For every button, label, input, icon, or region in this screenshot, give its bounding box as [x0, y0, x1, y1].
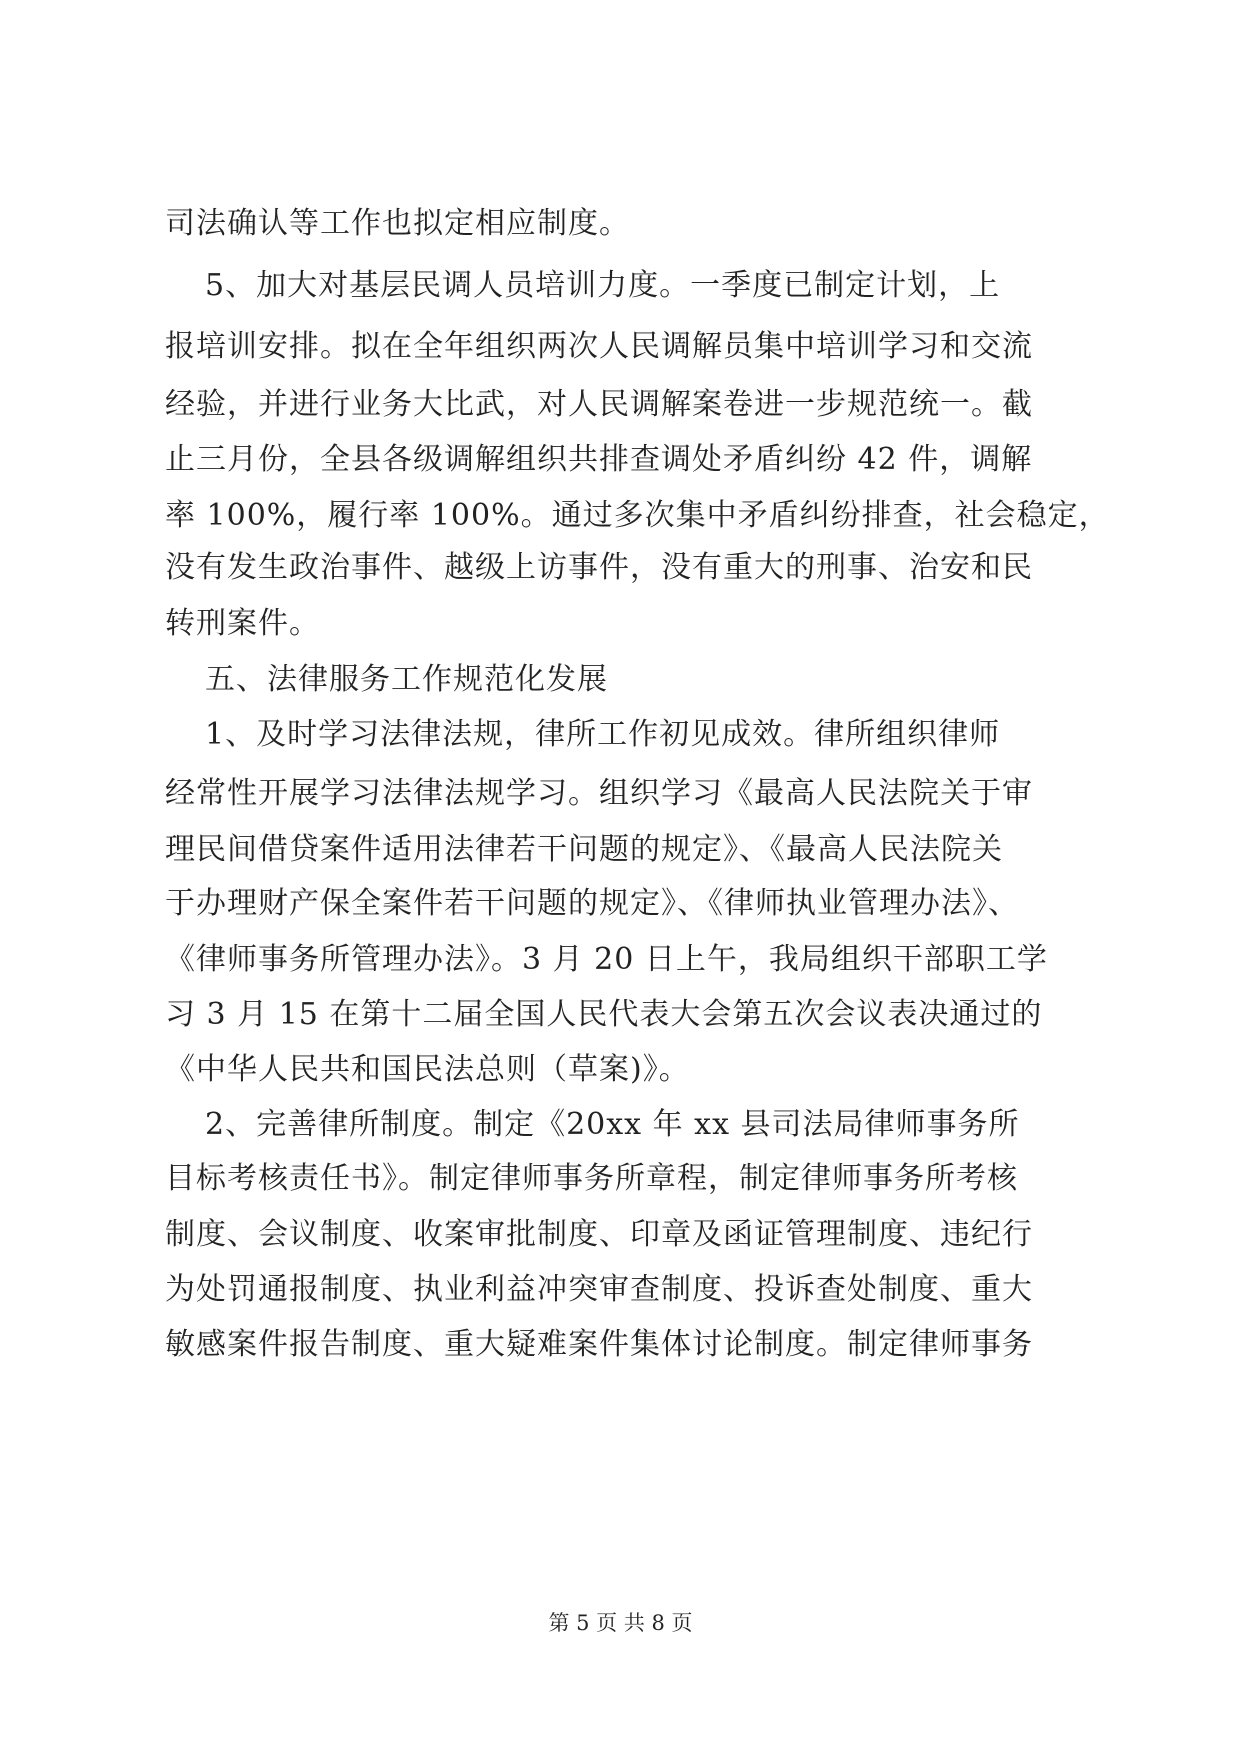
text-line: 于办理财产保全案件若干问题的规定》、《律师执业管理办法》、 [165, 886, 1019, 921]
text-line: 《律师事务所管理办法》。3 月 20 日上午，我局组织干部职工学 [165, 942, 1048, 977]
text-line: 目标考核责任书》。制定律师事务所章程，制定律师事务所考核 [165, 1161, 1018, 1196]
text-line: 制度、会议制度、收案审批制度、印章及函证管理制度、违纪行 [165, 1217, 1033, 1252]
text-line: 止三月份，全县各级调解组织共排查调处矛盾纠纷 42 件，调解 [165, 442, 1033, 477]
page-number-label: 第 5 页 共 8 页 [548, 1611, 693, 1635]
text-line: 报培训安排。拟在全年组织两次人民调解员集中培训学习和交流 [165, 329, 1033, 364]
text-line: 2、完善律所制度。制定《20xx 年 xx 县司法局律师事务所 [205, 1107, 1020, 1142]
text-line: 经验，并进行业务大比武，对人民调解案卷进一步规范统一。截 [165, 387, 1033, 422]
text-line: 没有发生政治事件、越级上访事件，没有重大的刑事、治安和民 [165, 550, 1033, 585]
text-line: 转刑案件。 [165, 606, 320, 641]
section-heading: 五、法律服务工作规范化发展 [205, 662, 608, 697]
text-line: 理民间借贷案件适用法律若干问题的规定》、《最高人民法院关 [165, 832, 1003, 867]
text-line: 5、加大对基层民调人员培训力度。一季度已制定计划，上 [205, 268, 1001, 303]
text-line: 率 100%，履行率 100%。通过多次集中矛盾纠纷排查，社会稳定， [165, 498, 1110, 533]
text-line: 习 3 月 15 在第十二届全国人民代表大会第五次会议表决通过的 [165, 997, 1043, 1032]
text-line: 为处罚通报制度、执业利益冲突审查制度、投诉查处制度、重大 [165, 1272, 1033, 1307]
text-line: 《中华人民共和国民法总则（草案)》。 [165, 1052, 690, 1087]
page-footer [0, 1609, 1241, 1637]
text-line: 1、及时学习法律法规，律所工作初见成效。律所组织律师 [205, 717, 1001, 752]
text-line: 敏感案件报告制度、重大疑难案件集体讨论制度。制定律师事务 [165, 1327, 1033, 1362]
text-line: 司法确认等工作也拟定相应制度。 [165, 206, 630, 241]
text-line: 经常性开展学习法律法规学习。组织学习《最高人民法院关于审 [165, 776, 1033, 811]
